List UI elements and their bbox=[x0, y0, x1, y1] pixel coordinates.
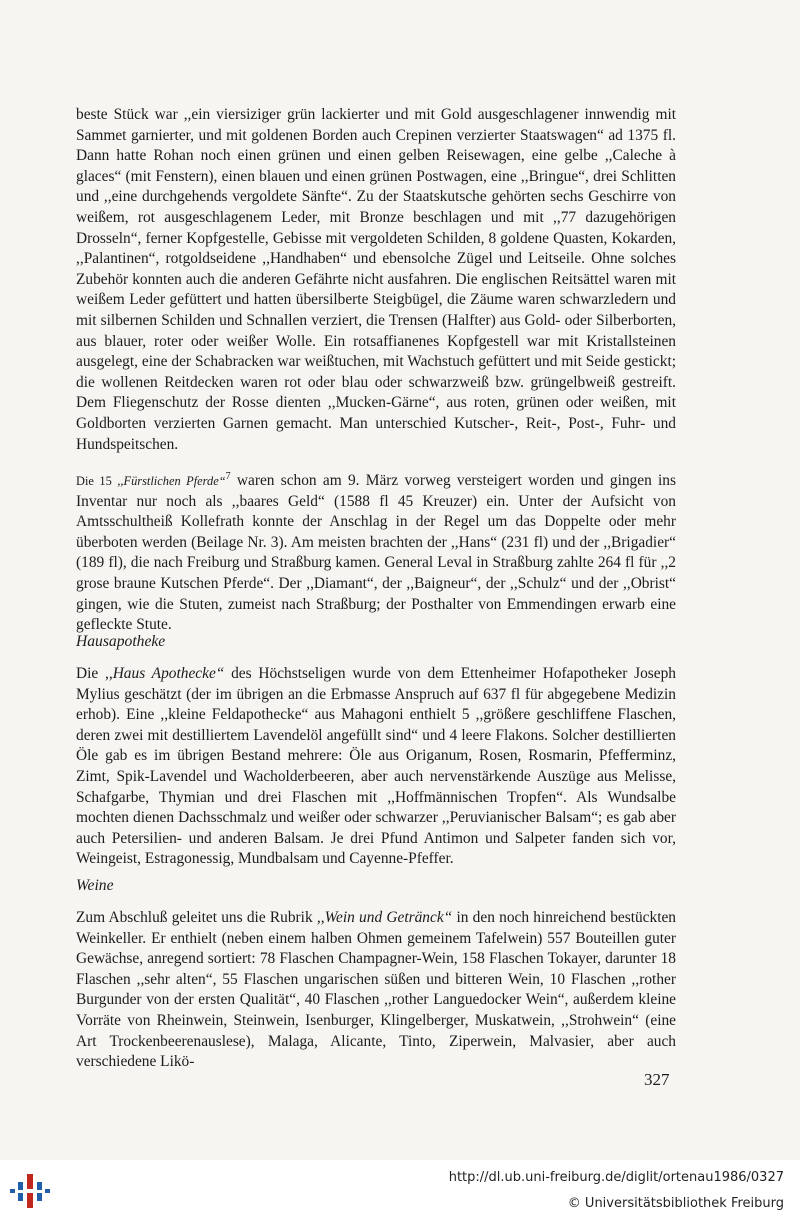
footnote-marker: 7 bbox=[225, 470, 231, 482]
page-number: 327 bbox=[644, 1070, 670, 1089]
ub-freiburg-logo-icon bbox=[8, 1172, 52, 1210]
paragraph-text: waren schon am 9. März vorweg versteigert worden und gingen ins Inventar nur noch als ,,baares Geld“ (1588 fl 45 Kreuzer) ein. Unter der Aufsicht von Amtsschultheiß Kollefrath konnte der Anschlag in der Regel um das Doppelte oder mehr überboten werden (Beilage Nr. 3). Am meisten brachten der ,,Hans“ (231 fl) und der ,,Brigadier“ (189 fl), die nach Freiburg und Straßburg kamen. General Leval in Straßburg zahlte 264 fl für ,,2 grose braune Kutschen Pferde“. Der ,,Diamant“, der ,,Baigneur“, der ,,Schulz“ und der ,,Obrist“ gingen, wie die Stuten, zumeist nach Straßburg; der Posthalter von Emmendingen erwarb eine gefleckte Stute. bbox=[76, 472, 676, 634]
paragraph-text: beste Stück war ,,ein viersiziger grün lackierter und mit Gold ausgeschlagener innwendig mit Sammet garnierter, und mit goldenen Borden auch Crepinen verzierter Staatswagen“ ad 1375 fl. Dann hatte Rohan noch einen grünen und einen gelben Reisewagen, eine gelbe ,,Caleche à glaces“ (mit Fenstern), einen blauen und einen grünen Postwagen, eine ,,Bringue“, drei Schlitten und ,,eine durchgehends vergoldete Sänfte“. Zu der Staatskutsche gehörten sechs Geschirre von weißem, rot ausgeschlagenem Leder, mit Bronze beschlagen und mit ,,77 dazugehörigen Drosseln“, ferner Kopfgestelle, Gebisse mit vergoldeten Schilden, 8 goldene Quasten, Kokarden, ,,Palantinen“, rotgoldseidene ,,Handhaben“ und ebensolche Zügel und Leitseile. Ohne solches Zubehör konnten auch die anderen Gefährte nicht ausfahren. Die englischen Reitsättel waren mit weißem Leder gefüttert und hatten übersilberte Steigbügel, die Zäume waren schwarzledern und mit silbernen Schilden und Schnallen verziert, die Trensen (Halfter) aus Gold- oder Silberborten, aus blauer, roter oder weißer Wolle. Ein rotsaffianenes Kopfgestell war mit Kristallsteinen ausgelegt, eine der Schabracken war weißtuchen, mit Wachstuch gefüttert und mit Seide gestickt; die wollenen Reitdecken waren rot oder blau oder schwarzweiß bzw. grüngelbweiß gestreift. Dem Fliegenschutz der Rosse dienten ,,Mucken-Gärne“, aus roten, grünen oder weißen, mit Goldborten verzierten Garnen gemacht. Man unterschied Kutscher-, Reit-, Post-, Fuhr- und Hundspeitschen. bbox=[76, 106, 676, 453]
paragraph-text: in den noch hinreichend bestückten Weinkeller. Er enthielt (neben einem halben Ohmen gemeinem Tafelwein) 557 Bouteillen guter Gewächse, anregend sortiert: 78 Flaschen Champagner-Wein, 158 Flaschen Tokayer, darunter 18 Flaschen ,,sehr alten“, 55 Flaschen ungarischen süßen und bitteren Wein, 10 Flaschen ,,rother Burgunder von der ersten Qualität“, 40 Flaschen ,,rother Languedocker Wein“, außerdem kleine Vorräte von Rheinwein, Steinwein, Isenburger, Klingelberger, Muskatwein, ,,Strohwein“ (eine Art Trockenbeerenauslese), Malaga, Alicante, Tinto, Ziperwein, Malvasier, aber auch verschiedene Likö- bbox=[76, 909, 677, 1071]
body-paragraph-pharmacy bbox=[76, 664, 676, 870]
footer-url-link[interactable]: http://dl.ub.uni-freiburg.de/diglit/ortenau1986/0327 bbox=[448, 1170, 784, 1185]
section-heading-hausapotheke: Hausapotheke bbox=[76, 633, 166, 650]
paragraph-lead: Die 15 bbox=[76, 474, 118, 488]
body-paragraph-horses bbox=[76, 471, 676, 636]
section-heading-weine: Weine bbox=[76, 877, 114, 894]
italic-phrase: ,,Fürstlichen Pferde“ bbox=[117, 474, 226, 488]
body-paragraph-wines bbox=[76, 908, 676, 1073]
footer-bar bbox=[0, 1160, 800, 1220]
italic-phrase: ,,Wein und Getränck“ bbox=[316, 909, 453, 926]
paragraph-text: des Höchstseligen wurde von dem Ettenheimer Hofapotheker Joseph Mylius geschätzt (der im übrigen an die Erbmasse Anspruch auf 637 fl für abgegebene Medizin erhob). Eine ,,kleine Feldapothecke“ aus Mahagoni enthielt 5 ,,größere geschliffene Flaschen, deren zwei mit destilliertem Lavendelöl angefüllt sind“ und 4 leere Flakons. Solcher destillierten Öle gab es im übrigen Bestand mehrere: Öle aus Origanum, Rosen, Rosmarin, Pfefferminz, Zimt, Spik-Lavendel und Wacholderbeeren, aber auch nervenstärkende Auszüge aus Melisse, Schafgarbe, Thymian und drei Flaschen mit ,,Hoffmännischen Tropfen“. Als Wundsalbe mochten dienen Dachsschmalz und weißer oder schwarzer ,,Peruvianischer Balsam“; es gab aber auch Petersilien- und anderen Balsam. Je drei Pfund Antimon und Salpeter fanden sich vor, Weingeist, Estragonessig, Mundbalsam und Cayenne-Pfeffer. bbox=[76, 665, 676, 868]
paragraph-lead: Zum Abschluß geleitet uns die Rubrik bbox=[76, 909, 317, 926]
body-paragraph-carriages bbox=[76, 105, 676, 455]
italic-phrase: ,,Haus Apothecke“ bbox=[105, 665, 225, 682]
footer-credit: © Universitätsbibliothek Freiburg bbox=[567, 1196, 784, 1211]
paragraph-lead: Die bbox=[76, 665, 105, 682]
